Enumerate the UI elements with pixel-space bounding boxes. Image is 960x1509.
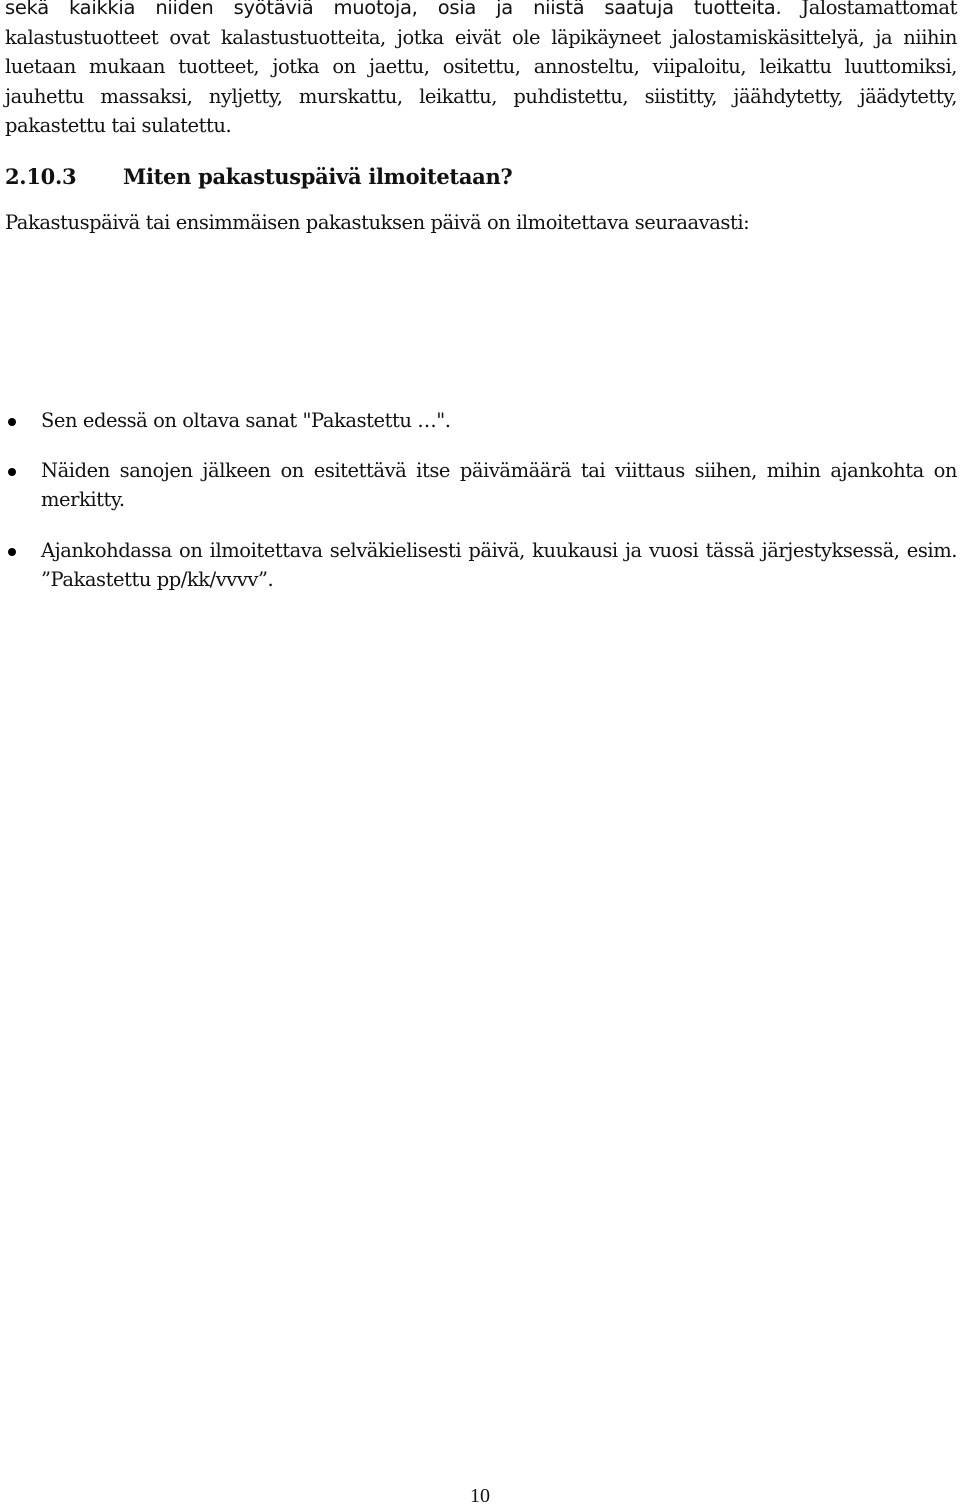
section-heading xyxy=(5,164,512,189)
list-item xyxy=(5,536,957,595)
list-item-text: Sen edessä on oltava sanat "Pakastettu …". xyxy=(41,408,451,432)
list-item-text: Ajankohdassa on ilmoitettava selväkielisesti päivä, kuukausi ja vuosi tässä järjestyksessä, esim. ”Pakastettu pp/kk/vvvv”. xyxy=(41,538,957,591)
list-item xyxy=(5,406,957,436)
lead-paragraph: Pakastuspäivä tai ensimmäisen pakastuksen päivä on ilmoitettava seuraavasti: xyxy=(5,211,750,234)
section-title: Miten pakastuspäivä ilmoitetaan? xyxy=(123,164,513,189)
bullet-dot-icon xyxy=(8,418,16,426)
list-item xyxy=(5,456,957,515)
bullet-dot-icon xyxy=(8,468,16,476)
bullet-dot-icon xyxy=(8,548,16,556)
document-page xyxy=(5,0,957,1507)
intro-paragraph xyxy=(5,0,957,141)
intro-paragraph-part2: Jalostamattomat kalastustuotteet ovat kalastustuotteita, jotka eivät ole läpikäyneet jalostamiskäsittelyä, ja niihin luetaan mukaan tuotteet, jotka on jaettu, ositettu, annosteltu, viipaloitu, leikattu luuttomiksi, jauhettu massaksi, nyljetty, murskattu, leikattu, puhdistettu, siistitty, jäähdytetty, jäädytetty, pakastettu tai sulatettu. xyxy=(5,0,957,137)
section-number: 2.10.3 xyxy=(5,164,77,189)
intro-paragraph-part1: sekä kaikkia niiden syötäviä muotoja, osia ja niistä saatuja tuotteita. xyxy=(5,0,782,19)
list-item-text: Näiden sanojen jälkeen on esitettävä itse päivämäärä tai viittaus siihen, mihin ajankohta on merkitty. xyxy=(41,458,957,511)
page-number: 10 xyxy=(470,1485,490,1507)
